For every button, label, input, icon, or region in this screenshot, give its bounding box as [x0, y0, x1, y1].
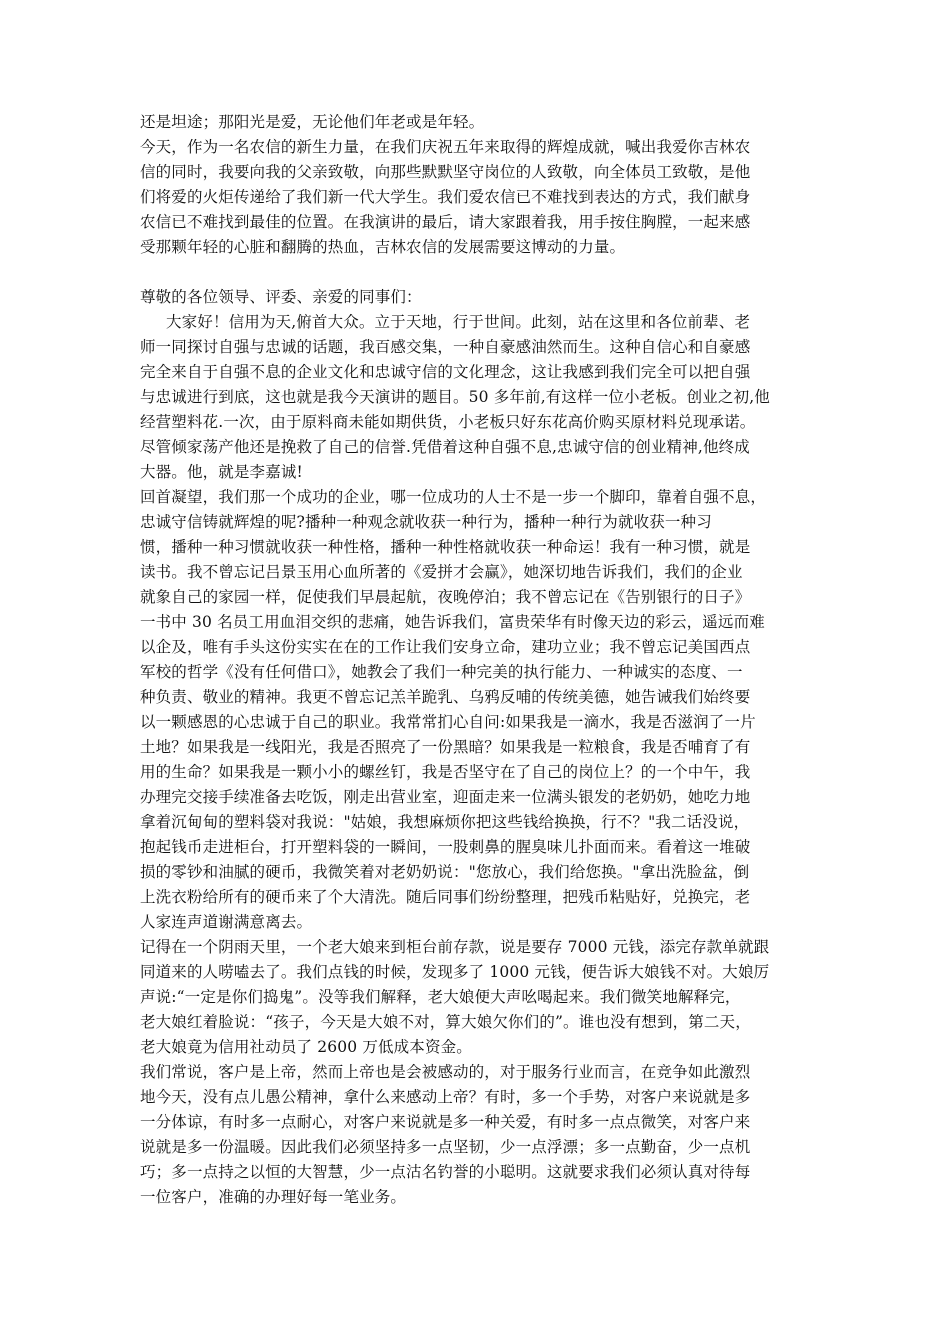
text-line: 土地？如果我是一线阳光，我是否照亮了一份黑暗？如果我是一粒粮食，我是否哺育了有 [140, 738, 751, 756]
document-page [140, 110, 830, 1210]
text-line: 受那颗年轻的心脏和翻腾的热血，吉林农信的发展需要这博动的力量。 [140, 238, 626, 256]
text-line: 说就是多一份温暖。因此我们必须坚持多一点坚韧，少一点浮漂；多一点勤奋，少一点机 [140, 1138, 751, 1156]
text-line: 一位客户，准确的办理好每一笔业务。 [140, 1188, 407, 1206]
text-line: 农信已不难找到最佳的位置。在我演讲的最后，请大家跟着我，用手按住胸膛，一起来感 [140, 213, 751, 231]
text-line: 惯，播种一种习惯就收获一种性格，播种一种性格就收获一种命运！我有一种习惯，就是 [140, 538, 751, 556]
text-line: 大家好！信用为天,俯首大众。立于天地，行于世间。此刻，站在这里和各位前辈、老 [166, 313, 751, 331]
text-line: 办理完交接手续准备去吃饭，刚走出营业室，迎面走来一位满头银发的老奶奶，她吃力地 [140, 788, 751, 806]
text-line: 上洗衣粉给所有的硬币来了个大清洗。随后同事们纷纷整理，把残币粘贴好，兑换完，老 [140, 888, 751, 906]
text-line: 老大娘红着脸说：“孩子，今天是大娘不对，算大娘欠你们的”。谁也没有想到，第二天， [140, 1013, 751, 1031]
text-line: 声说:“一定是你们捣鬼”。没等我们解释，老大娘便大声吆喝起来。我们微笑地解释完， [140, 988, 741, 1006]
paragraph-conclusion [140, 1060, 830, 1210]
greeting-line: 尊敬的各位领导、评委、亲爱的同事们： [140, 288, 422, 306]
text-line: 种负责、敬业的精神。我更不曾忘记羔羊跪乳、乌鸦反哺的传统美德，她告诫我们始终要 [140, 688, 751, 706]
paragraph-reflection [140, 485, 830, 935]
text-line: 今天，作为一名农信的新生力量，在我们庆祝五年来取得的辉煌成就，喊出我爱你吉林农 [140, 138, 751, 156]
text-line: 老大娘竟为信用社动员了 2600 万低成本资金。 [140, 1038, 472, 1056]
text-line: 还是坦途；那阳光是爱，无论他们年老或是年轻。 [140, 113, 485, 131]
text-line: 读书。我不曾忘记吕景玉用心血所著的《爱拼才会赢》，她深切地告诉我们，我们的企业 [140, 563, 743, 581]
text-line: 完全来自于自强不息的企业文化和忠诚守信的文化理念，这让我感到我们完全可以把自强 [140, 363, 751, 381]
text-line: 我们常说，客户是上帝，然而上帝也是会被感动的，对于服务行业而言，在竞争如此激烈 [140, 1063, 751, 1081]
text-line: 人家连声道谢满意离去。 [140, 913, 313, 931]
text-line: 同道来的人唠嗑去了。我们点钱的时候，发现多了 1000 元钱，便告诉大娘钱不对。大娘厉 [140, 963, 770, 981]
text-line: 巧；多一点持之以恒的大智慧，少一点沽名钓誉的小聪明。这就要求我们必须认真对待每 [140, 1163, 751, 1181]
blank-line [140, 260, 830, 285]
text-line: 地今天，没有点儿愚公精神，拿什么来感动上帝？有时，多一个手势，对客户来说就是多 [140, 1088, 751, 1106]
text-line: 抱起钱币走进柜台，打开塑料袋的一瞬间，一股刺鼻的腥臭味儿扑面而来。看着这一堆破 [140, 838, 751, 856]
text-line: 损的零钞和油腻的硬币，我微笑着对老奶奶说："您放心，我们给您换。"拿出洗脸盆，倒 [140, 863, 750, 881]
text-line: 回首凝望，我们那一个成功的企业，哪一位成功的人士不是一步一个脚印，靠着自强不息， [140, 488, 767, 506]
text-line: 一书中 30 名员工用血泪交织的悲痛，她告诉我们，富贵荣华有时像天边的彩云，遥远而难 [140, 613, 765, 631]
text-line: 以一颗感恩的心忠诚于自己的职业。我常常扪心自问:如果我是一滴水，我是否滋润了一片 [140, 713, 756, 731]
text-line: 们将爱的火炬传递给了我们新一代大学生。我们爱农信已不难找到表达的方式，我们献身 [140, 188, 751, 206]
text-line: 一分体谅，有时多一点耐心，对客户来说就是多一种关爱，有时多一点点微笑，对客户来 [140, 1113, 751, 1131]
paragraph-opening [140, 310, 830, 485]
text-line: 忠诚守信铸就辉煌的呢?播种一种观念就收获一种行为，播种一种行为就收获一种习 [140, 513, 712, 531]
text-line: 以企及，唯有手头这份实实在在的工作让我们安身立命，建功立业；我不曾忘记美国西点 [140, 638, 751, 656]
text-line: 尽管倾家荡产他还是挽救了自己的信誉.凭借着这种自强不息,忠诚守信的创业精神,他终成 [140, 438, 750, 456]
paragraph-closing [140, 110, 830, 260]
text-line: 就象自己的家园一样，促使我们早晨起航，夜晚停泊；我不曾忘记在《告别银行的日子》 [140, 588, 751, 606]
text-line: 经营塑料花.一次，由于原料商未能如期供货，小老板只好东花高价购买原材料兑现承诺。 [140, 413, 756, 431]
paragraph-story [140, 935, 830, 1060]
text-line: 信的同时，我要向我的父亲致敬，向那些默默坚守岗位的人致敬，向全体员工致敬，是他 [140, 163, 751, 181]
text-line: 师一同探讨自强与忠诚的话题，我百感交集，一种自豪感油然而生。这种自信心和自豪感 [140, 338, 751, 356]
text-line: 与忠诚进行到底，这也就是我今天演讲的题目。50 多年前,有这样一位小老板。创业之初,他 [140, 388, 770, 406]
text-line: 拿着沉甸甸的塑料袋对我说："姑娘，我想麻烦你把这些钱给换换，行不？"我二话没说， [140, 813, 750, 831]
text-line: 记得在一个阴雨天里，一个老大娘来到柜台前存款，说是要存 7000 元钱，添完存款单就跟 [140, 938, 770, 956]
text-line: 大器。他，就是李嘉诚! [140, 463, 303, 481]
text-line: 军校的哲学《没有任何借口》，她教会了我们一种完美的执行能力、一种诚实的态度、一 [140, 663, 743, 681]
text-line: 用的生命？如果我是一颗小小的螺丝钉，我是否坚守在了自己的岗位上？的一个中午，我 [140, 763, 751, 781]
